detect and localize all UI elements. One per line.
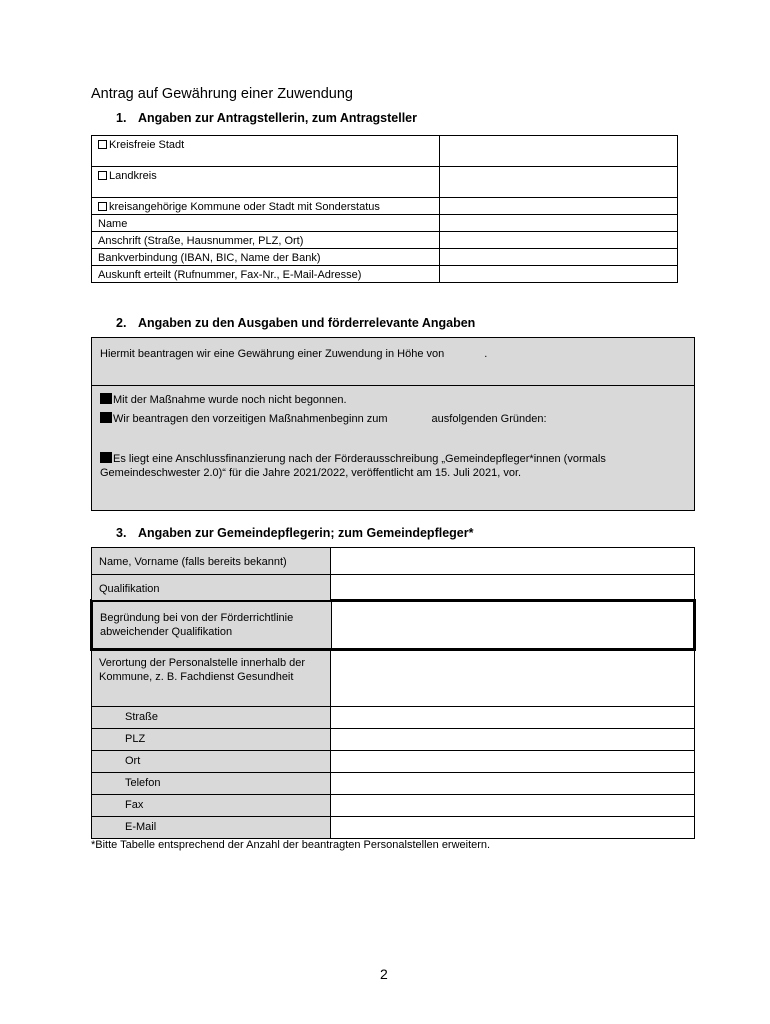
row-label-strasse: Straße xyxy=(92,707,331,728)
table-row xyxy=(92,265,677,282)
row-label: Landkreis xyxy=(92,167,440,197)
footnote: *Bitte Tabelle entsprechend der Anzahl der beantragten Personalstellen erweitern. xyxy=(91,839,491,851)
table-row xyxy=(92,728,694,750)
name-vorname-field[interactable] xyxy=(331,548,694,574)
begruendung-field[interactable] xyxy=(332,602,693,648)
telefon-field[interactable] xyxy=(331,773,694,794)
table-row xyxy=(92,794,694,816)
qualifikation-field[interactable] xyxy=(331,575,694,600)
table-row xyxy=(92,574,694,600)
section-2-title: Angaben zu den Ausgaben und förderrelevante Angaben xyxy=(138,316,476,330)
fax-field[interactable] xyxy=(331,795,694,816)
option-not-started: Mit der Maßnahme wurde noch nicht begonnen. xyxy=(113,394,347,406)
page-number: 2 xyxy=(380,966,388,982)
verortung-field[interactable] xyxy=(331,651,694,706)
table-row xyxy=(92,231,677,248)
name-field[interactable] xyxy=(440,215,677,231)
row-label-email: E-Mail xyxy=(92,817,331,838)
row-label-plz: PLZ xyxy=(92,729,331,750)
row-label-verortung: Verortung der Personalstelle innerhalb der Kommune, z. B. Fachdienst Gesundheit xyxy=(92,651,331,706)
funding-options xyxy=(92,386,694,480)
row-value-field[interactable] xyxy=(440,136,677,166)
table-row xyxy=(92,248,677,265)
checkbox-kreisfreie-stadt[interactable] xyxy=(98,140,107,149)
table-row xyxy=(90,599,696,651)
section-1-number: 1. xyxy=(116,111,127,125)
row-label-telefon: Telefon xyxy=(92,773,331,794)
page-title: Antrag auf Gewährung einer Zuwendung xyxy=(91,86,353,102)
anschrift-field[interactable] xyxy=(440,232,677,248)
section-3-heading xyxy=(116,526,473,540)
table-row xyxy=(92,197,677,214)
funding-request: Hiermit beantragen wir eine Gewährung einer Zuwendung in Höhe von . xyxy=(92,338,694,386)
table-row xyxy=(92,136,677,166)
table-row xyxy=(92,706,694,728)
funding-request-text: Hiermit beantragen wir eine Gewährung einer Zuwendung in Höhe von xyxy=(100,348,445,360)
table-row xyxy=(92,166,677,197)
row-label-qualifikation: Qualifikation xyxy=(92,575,331,600)
section-3-title: Angaben zur Gemeindepflegerin; zum Gemeindepfleger* xyxy=(138,526,474,540)
strasse-field[interactable] xyxy=(331,707,694,728)
row-label-anschrift: Anschrift (Straße, Hausnummer, PLZ, Ort) xyxy=(92,232,440,248)
option-early-start-reasons: ausfolgenden Gründen: xyxy=(431,413,547,425)
row-value-field[interactable] xyxy=(440,198,677,214)
row-label-ort: Ort xyxy=(92,751,331,772)
bankverbindung-field[interactable] xyxy=(440,249,677,265)
checkbox-follow-up-funding[interactable] xyxy=(100,452,112,463)
table-row xyxy=(92,548,694,574)
applicant-table xyxy=(91,135,678,283)
row-label: kreisangehörige Kommune oder Stadt mit Sonderstatus xyxy=(92,198,440,214)
ort-field[interactable] xyxy=(331,751,694,772)
row-label-name-vorname: Name, Vorname (falls bereits bekannt) xyxy=(92,548,331,574)
table-row xyxy=(92,750,694,772)
option-follow-up-funding: Es liegt eine Anschlussfinanzierung nach der Förderausschreibung „Gemeindepfleger*innen (vormals Gemeindeschwester 2.0)“ für die Jahre 2021/2022, veröffentlicht am 15. Juli 2021, vor. xyxy=(100,453,606,479)
table-row xyxy=(92,650,694,706)
row-value-field[interactable] xyxy=(440,167,677,197)
plz-field[interactable] xyxy=(331,729,694,750)
auskunft-field[interactable] xyxy=(440,266,677,282)
row-label-bankverbindung: Bankverbindung (IBAN, BIC, Name der Bank) xyxy=(92,249,440,265)
section-3-number: 3. xyxy=(116,526,127,540)
section-2-heading xyxy=(116,316,475,330)
section-1-heading xyxy=(116,111,417,125)
table-row xyxy=(92,816,694,838)
checkbox-landkreis[interactable] xyxy=(98,171,107,180)
funding-box xyxy=(91,337,695,511)
row-label-name: Name xyxy=(92,215,440,231)
email-field[interactable] xyxy=(331,817,694,838)
checkbox-not-started[interactable] xyxy=(100,393,112,404)
nurse-table xyxy=(91,547,695,839)
table-row xyxy=(92,214,677,231)
row-label-fax: Fax xyxy=(92,795,331,816)
row-label: Kreisfreie Stadt xyxy=(92,136,440,166)
section-1-title: Angaben zur Antragstellerin, zum Antragsteller xyxy=(138,111,417,125)
table-row xyxy=(92,772,694,794)
checkbox-kreisangehoerige-kommune[interactable] xyxy=(98,202,107,211)
option-early-start: Wir beantragen den vorzeitigen Maßnahmenbeginn zum xyxy=(113,413,388,425)
row-label-begruendung: Begründung bei von der Förderrichtlinie abweichender Qualifikation xyxy=(93,602,332,648)
section-2-number: 2. xyxy=(116,316,127,330)
checkbox-early-start[interactable] xyxy=(100,412,112,423)
row-label-auskunft: Auskunft erteilt (Rufnummer, Fax-Nr., E-Mail-Adresse) xyxy=(92,266,440,282)
